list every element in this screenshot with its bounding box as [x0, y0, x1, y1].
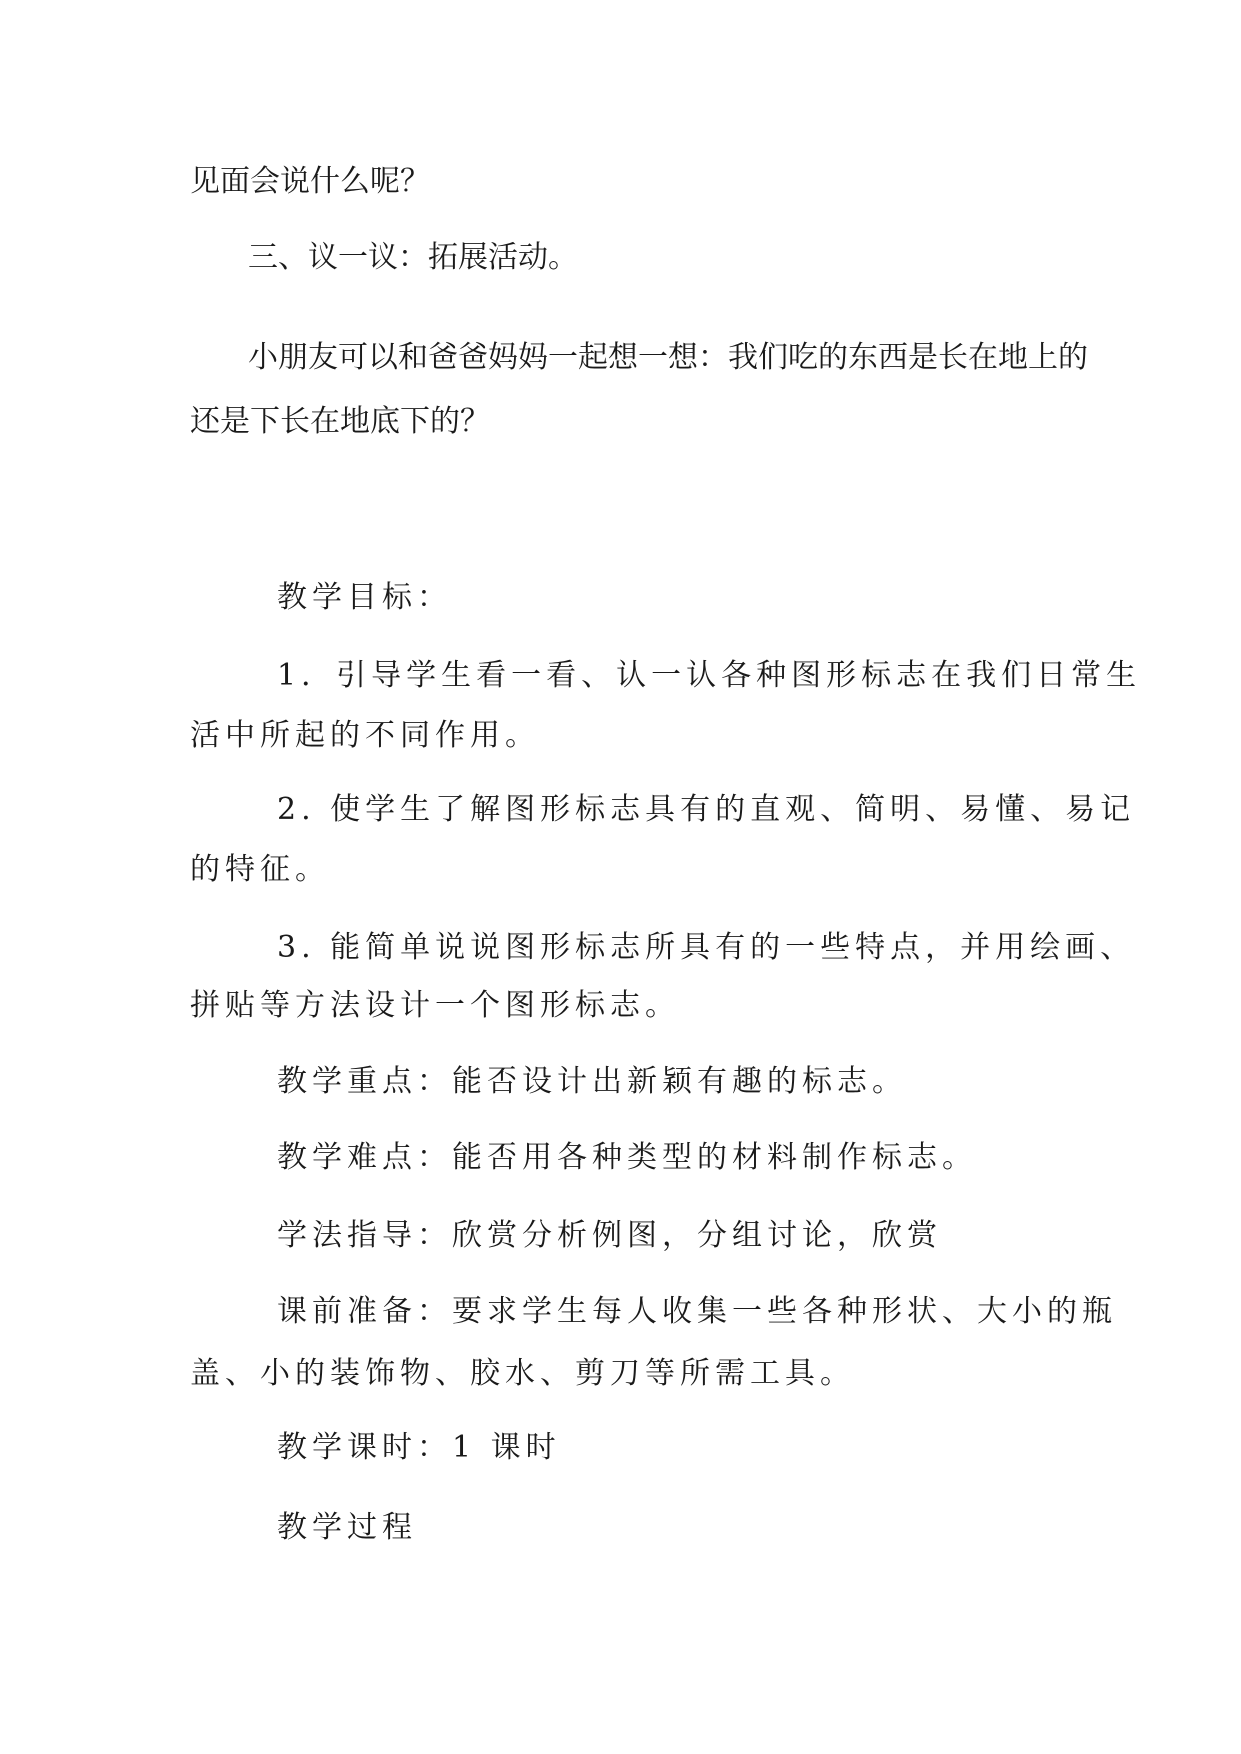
paragraph-line: 小朋友可以和爸爸妈妈一起想一想：我们吃的东西是长在地上的 — [248, 340, 1088, 375]
process-heading: 教学过程 — [277, 1510, 417, 1545]
paragraph-line: 还是下长在地底下的？ — [190, 404, 490, 439]
objective-item: 的特征。 — [190, 852, 330, 887]
objective-item: 1．引导学生看一看、认一认各种图形标志在我们日常生 — [277, 658, 1142, 693]
section-heading: 三、议一议：拓展活动。 — [248, 240, 578, 275]
preparation: 盖、小的装饰物、胶水、剪刀等所需工具。 — [190, 1356, 855, 1391]
objective-item: 活中所起的不同作用。 — [190, 718, 540, 753]
objective-item: 2. 使学生了解图形标志具有的直观、简明、易懂、易记 — [277, 792, 1136, 827]
method-guide: 学法指导：欣赏分析例图，分组讨论，欣赏 — [277, 1218, 942, 1253]
objective-item: 拼贴等方法设计一个图形标志。 — [190, 988, 680, 1023]
objective-item: 3. 能简单说说图形标志所具有的一些特点，并用绘画、 — [277, 930, 1136, 965]
continuation-line: 见面会说什么呢？ — [190, 164, 430, 199]
key-point: 教学重点：能否设计出新颖有趣的标志。 — [277, 1064, 907, 1099]
class-period: 教学课时：1 课时 — [277, 1430, 561, 1465]
preparation: 课前准备：要求学生每人收集一些各种形状、大小的瓶 — [277, 1294, 1117, 1329]
objectives-title: 教学目标： — [277, 580, 452, 615]
difficulty-point: 教学难点：能否用各种类型的材料制作标志。 — [277, 1140, 977, 1175]
